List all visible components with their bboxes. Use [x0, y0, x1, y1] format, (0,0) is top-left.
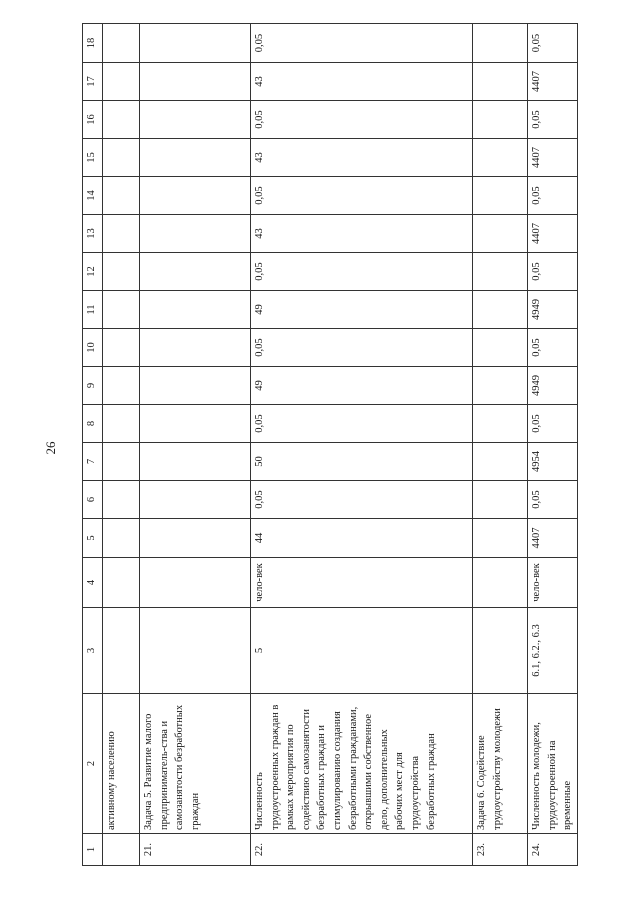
header-cell: 2: [83, 694, 103, 834]
table-cell: [473, 329, 528, 367]
header-cell: 16: [83, 101, 103, 139]
table-cell: [140, 24, 251, 63]
table-cell: 0,05: [251, 253, 473, 291]
table-cell: чело-век: [528, 558, 578, 608]
table-cell: [140, 101, 251, 139]
table-cell: [103, 253, 140, 291]
row-number-cell: 23.: [473, 834, 528, 866]
table-cell: [103, 367, 140, 405]
table-cell: [140, 291, 251, 329]
table-cell: 6.1, 6.2., 6.3: [528, 608, 578, 694]
table-cell: [473, 519, 528, 558]
table-cell: 4407: [528, 139, 578, 177]
table-row: [473, 24, 528, 866]
table-cell: [473, 558, 528, 608]
table-cell: 0,05: [528, 481, 578, 519]
table-cell: [140, 405, 251, 443]
header-cell: 7: [83, 443, 103, 481]
table-cell: 0,05: [528, 405, 578, 443]
table-cell: [140, 139, 251, 177]
header-cell: 12: [83, 253, 103, 291]
table-cell: [103, 177, 140, 215]
table-cell: [140, 558, 251, 608]
table-cell: 5: [251, 608, 473, 694]
table-cell: [473, 405, 528, 443]
table-cell: 0,05: [528, 253, 578, 291]
page-number: 26: [43, 441, 58, 455]
table-cell: [473, 101, 528, 139]
row-number-cell: 22.: [251, 834, 473, 866]
indicator-name-cell: Численность трудоустроенных граждан в рамках мероприятия по содействию самозанятости безработных граждан и стимулированию создания безработными гражданами, открывшими собственное дело, дополнительных рабочих мест для трудоустройства безработных граждан: [251, 694, 473, 834]
table-cell: 43: [251, 215, 473, 253]
row-number-cell: [103, 834, 140, 866]
table-cell: [473, 443, 528, 481]
table-cell: [473, 215, 528, 253]
table-cell: чело-век: [251, 558, 473, 608]
table-cell: [103, 608, 140, 694]
table-cell: [140, 608, 251, 694]
table-cell: 49: [251, 291, 473, 329]
indicator-name-cell: Задача 5. Развитие малого предприниматель-ства и самозанятости безработных граждан: [140, 694, 251, 834]
table-cell: [140, 481, 251, 519]
table-cell: 0,05: [251, 177, 473, 215]
table-cell: 4949: [528, 367, 578, 405]
table-cell: [103, 63, 140, 101]
indicator-name-cell: активному населению: [103, 694, 140, 834]
table-cell: [103, 139, 140, 177]
header-cell: 6: [83, 481, 103, 519]
table-cell: 0,05: [251, 101, 473, 139]
table-cell: [140, 329, 251, 367]
table-cell: [103, 291, 140, 329]
table-cell: 4954: [528, 443, 578, 481]
header-cell: 5: [83, 519, 103, 558]
header-cell: 3: [83, 608, 103, 694]
table-cell: [473, 608, 528, 694]
table-cell: [103, 405, 140, 443]
header-row: [83, 24, 103, 866]
table-cell: [473, 481, 528, 519]
table-cell: [103, 101, 140, 139]
table-cell: [103, 558, 140, 608]
header-cell: 18: [83, 24, 103, 63]
row-number-cell: 24.: [528, 834, 578, 866]
table-row: [103, 24, 140, 866]
header-cell: 15: [83, 139, 103, 177]
header-cell: 17: [83, 63, 103, 101]
table-cell: [140, 367, 251, 405]
table-cell: [473, 139, 528, 177]
header-cell: 14: [83, 177, 103, 215]
table-cell: 4407: [528, 215, 578, 253]
table-row: [528, 24, 578, 866]
table-cell: 0,05: [251, 481, 473, 519]
table-cell: 0,05: [528, 177, 578, 215]
table-cell: 44: [251, 519, 473, 558]
table-cell: [103, 443, 140, 481]
header-cell: 10: [83, 329, 103, 367]
table-cell: 0,05: [251, 329, 473, 367]
table-cell: 4407: [528, 63, 578, 101]
table-cell: [140, 253, 251, 291]
table-cell: [103, 519, 140, 558]
table-cell: 50: [251, 443, 473, 481]
table-cell: 0,05: [528, 24, 578, 63]
data-table: [82, 23, 578, 866]
table-cell: [103, 215, 140, 253]
table-cell: [473, 291, 528, 329]
table-cell: [103, 481, 140, 519]
table-cell: [473, 177, 528, 215]
header-cell: 11: [83, 291, 103, 329]
table-cell: 0,05: [528, 101, 578, 139]
table-cell: 0,05: [251, 405, 473, 443]
table-cell: [473, 24, 528, 63]
table-sheet: [82, 24, 574, 866]
table-cell: 0,05: [528, 329, 578, 367]
table-cell: [140, 177, 251, 215]
row-number-cell: 21.: [140, 834, 251, 866]
header-cell: 9: [83, 367, 103, 405]
indicator-name-cell: Численность молодежи, трудоустроенной на временные: [528, 694, 578, 834]
table-cell: 4949: [528, 291, 578, 329]
table-cell: [140, 63, 251, 101]
header-cell: 13: [83, 215, 103, 253]
table-cell: [140, 443, 251, 481]
table-cell: 49: [251, 367, 473, 405]
table-cell: [140, 215, 251, 253]
table-cell: [473, 367, 528, 405]
table-cell: 4407: [528, 519, 578, 558]
table-cell: 43: [251, 63, 473, 101]
table-row: [140, 24, 251, 866]
table-cell: [103, 329, 140, 367]
table-cell: [140, 519, 251, 558]
table-row: [251, 24, 473, 866]
header-cell: 1: [83, 834, 103, 866]
header-cell: 8: [83, 405, 103, 443]
header-cell: 4: [83, 558, 103, 608]
table-cell: 43: [251, 139, 473, 177]
table-cell: [473, 253, 528, 291]
table-cell: [103, 24, 140, 63]
indicator-name-cell: Задача 6. Содействие трудоустройству молодежи: [473, 694, 528, 834]
table-cell: [473, 63, 528, 101]
table-cell: 0,05: [251, 24, 473, 63]
